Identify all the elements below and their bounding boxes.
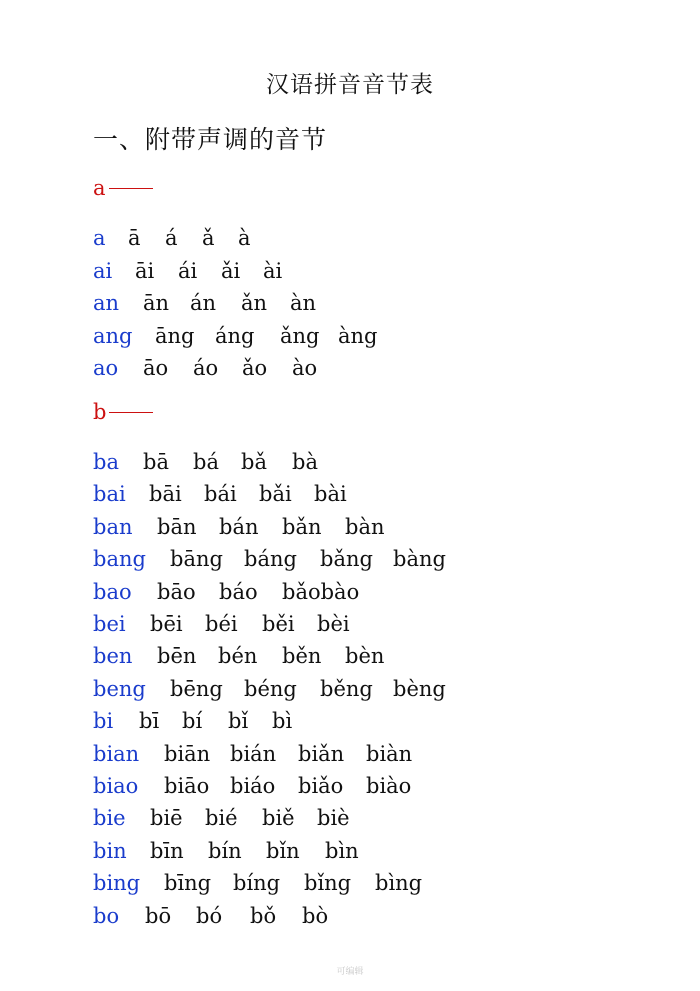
tone-syllable: bì — [272, 709, 293, 734]
tone-syllable: àn — [290, 291, 317, 315]
tone-syllable: ǎo — [242, 356, 268, 380]
syllable-row — [0, 644, 700, 674]
page-title: 汉语拼音音节表 — [266, 72, 434, 98]
tone-syllable: biě — [262, 806, 295, 831]
syllable-row — [0, 450, 700, 480]
tone-syllable: bǎn — [282, 514, 322, 539]
tone-syllable: bǎobào — [282, 579, 360, 604]
tone-syllable: bà — [292, 450, 318, 474]
syllable-row — [0, 774, 700, 804]
tone-syllable: biē — [150, 806, 183, 831]
tone-syllable: bǎ — [241, 450, 267, 474]
tone-syllable: bèng — [393, 676, 446, 701]
base-syllable: bei — [93, 612, 126, 636]
syllable-row — [0, 612, 700, 642]
tone-syllable: biè — [317, 806, 350, 831]
section-heading: 一、附带声调的音节 — [93, 125, 328, 154]
syllable-row — [0, 709, 700, 739]
page-footer: 可编辑 — [336, 967, 364, 977]
tone-syllable: biàn — [366, 741, 413, 766]
tone-syllable: bái — [204, 482, 237, 507]
tone-syllable: ǎi — [221, 258, 241, 283]
syllable-row — [0, 580, 700, 610]
tone-syllable: bīn — [150, 838, 184, 863]
tone-syllable: áo — [193, 356, 219, 380]
base-syllable: bian — [93, 741, 140, 766]
tone-syllable: bāng — [170, 547, 223, 572]
tone-syllable: bǐng — [304, 871, 352, 896]
tone-syllable: ào — [292, 356, 318, 380]
tone-syllable: bīng — [164, 871, 212, 896]
syllable-row — [0, 226, 700, 256]
tone-syllable: bèi — [317, 612, 350, 636]
tone-syllable: ā — [128, 226, 141, 250]
tone-syllable: ái — [178, 258, 198, 283]
tone-syllable: bēi — [150, 612, 183, 636]
tone-syllable: bī — [139, 709, 160, 734]
tone-syllable: ān — [143, 291, 170, 315]
tone-syllable: bó — [196, 903, 223, 928]
syllable-row — [0, 742, 700, 772]
tone-syllable: běi — [262, 612, 295, 636]
tone-syllable: bán — [219, 514, 259, 539]
syllable-row — [0, 677, 700, 707]
base-syllable: an — [93, 291, 120, 315]
tone-syllable: běng — [320, 676, 373, 701]
base-syllable: bo — [93, 903, 120, 928]
tone-syllable: à — [238, 226, 251, 250]
syllable-row — [0, 324, 700, 354]
tone-syllable: báo — [219, 579, 258, 604]
group-letter-a — [93, 176, 153, 200]
tone-syllable: bǎng — [320, 547, 373, 572]
base-syllable: bing — [93, 871, 141, 896]
tone-syllable: bàng — [393, 547, 446, 572]
base-syllable: ang — [93, 323, 133, 348]
syllable-row — [0, 904, 700, 934]
tone-syllable: bài — [314, 482, 347, 507]
base-syllable: bie — [93, 806, 126, 831]
tone-syllable: bèn — [345, 644, 385, 669]
group-letter-b — [93, 400, 153, 424]
tone-syllable: bān — [157, 514, 197, 539]
tone-syllable: ǎ — [202, 226, 215, 250]
tone-syllable: běn — [282, 644, 322, 669]
tone-syllable: bāo — [157, 579, 196, 604]
tone-syllable: á — [165, 226, 178, 250]
tone-syllable: bā — [143, 450, 169, 474]
tone-syllable: biǎo — [298, 774, 344, 798]
tone-syllable: āi — [135, 258, 155, 283]
tone-syllable: bēn — [157, 644, 197, 669]
tone-syllable: āo — [143, 356, 169, 380]
tone-syllable: án — [190, 291, 217, 315]
tone-syllable: bín — [208, 838, 242, 863]
tone-syllable: āng — [155, 323, 195, 348]
tone-syllable: biāo — [164, 774, 210, 798]
tone-syllable: bāi — [149, 482, 182, 507]
tone-syllable: bíng — [233, 871, 281, 896]
syllable-row — [0, 259, 700, 289]
base-syllable: biao — [93, 774, 139, 798]
tone-syllable: biáo — [230, 774, 276, 798]
tone-syllable: bá — [193, 450, 219, 474]
tone-syllable: báng — [244, 547, 297, 572]
group-letter-label: b — [93, 400, 107, 424]
tone-syllable: bí — [182, 709, 203, 734]
tone-syllable: áng — [215, 323, 255, 348]
tone-syllable: ǎn — [241, 291, 268, 315]
tone-syllable: bō — [145, 903, 172, 928]
tone-syllable: bǐ — [228, 709, 249, 734]
syllable-row — [0, 806, 700, 836]
tone-syllable: bǒ — [250, 903, 277, 928]
base-syllable: ban — [93, 514, 133, 539]
tone-syllable: bǐn — [266, 838, 300, 863]
tone-syllable: biǎn — [298, 741, 345, 766]
syllable-row — [0, 547, 700, 577]
base-syllable: bin — [93, 838, 127, 863]
tone-syllable: ài — [263, 258, 283, 283]
tone-syllable: bián — [230, 741, 277, 766]
group-dash — [109, 188, 153, 189]
group-dash — [109, 412, 153, 413]
base-syllable: ben — [93, 644, 133, 669]
tone-syllable: biān — [164, 741, 211, 766]
tone-syllable: bìn — [325, 838, 359, 863]
base-syllable: beng — [93, 676, 146, 701]
tone-syllable: bén — [218, 644, 258, 669]
syllable-row — [0, 482, 700, 512]
tone-syllable: bàn — [345, 514, 385, 539]
tone-syllable: ǎng — [280, 323, 320, 348]
tone-syllable: bié — [205, 806, 238, 831]
tone-syllable: bìng — [375, 871, 423, 896]
base-syllable: ba — [93, 450, 119, 474]
syllable-row — [0, 515, 700, 545]
base-syllable: bang — [93, 547, 146, 572]
syllable-row — [0, 871, 700, 901]
base-syllable: bi — [93, 709, 114, 734]
tone-syllable: bò — [302, 903, 329, 928]
tone-syllable: bēng — [170, 676, 223, 701]
tone-syllable: béi — [205, 612, 238, 636]
base-syllable: a — [93, 226, 106, 250]
syllable-row — [0, 356, 700, 386]
tone-syllable: béng — [244, 676, 297, 701]
base-syllable: bai — [93, 482, 126, 507]
syllable-row — [0, 291, 700, 321]
tone-syllable: àng — [338, 323, 378, 348]
syllable-row — [0, 839, 700, 869]
group-letter-label: a — [93, 176, 106, 200]
tone-syllable: bǎi — [259, 482, 292, 507]
base-syllable: ai — [93, 258, 113, 283]
base-syllable: ao — [93, 356, 119, 380]
tone-syllable: biào — [366, 774, 412, 798]
base-syllable: bao — [93, 579, 132, 604]
